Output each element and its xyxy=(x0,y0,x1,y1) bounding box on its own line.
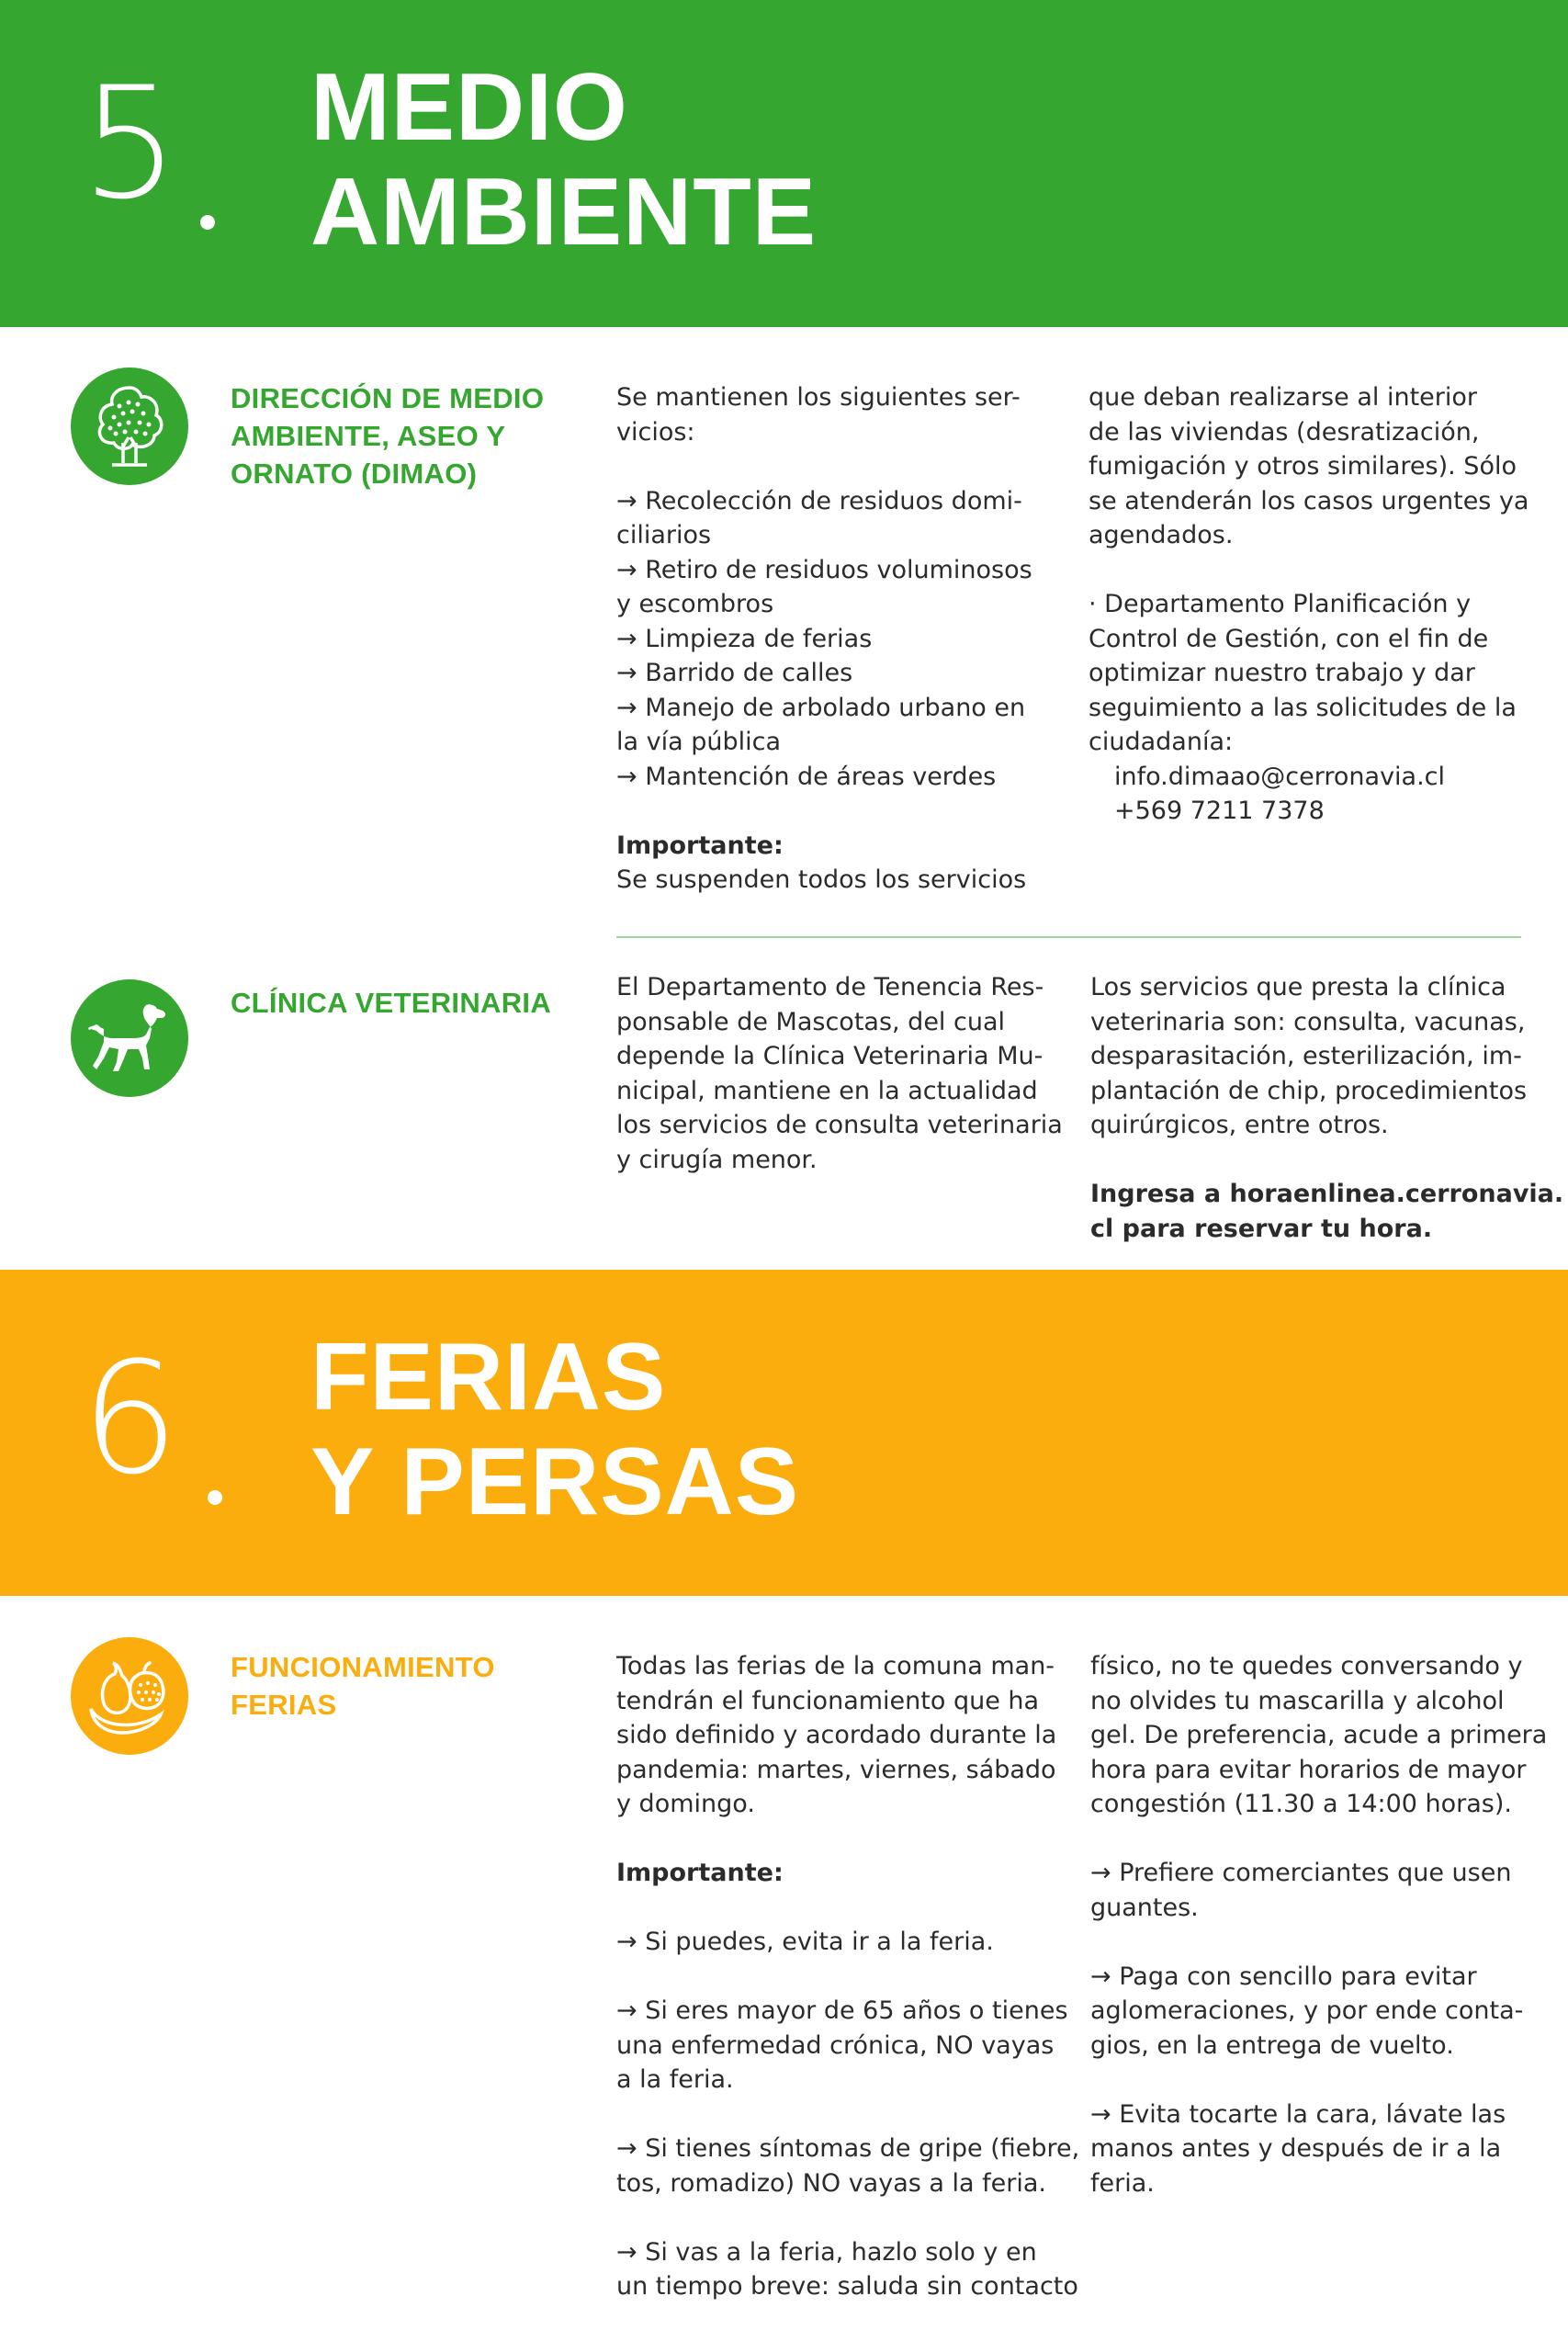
text-line: veterinaria son: consulta, vacunas, xyxy=(1090,1007,1526,1036)
section-6-header xyxy=(0,1270,1568,1596)
text-line: → Paga con sencillo para evitar xyxy=(1090,1962,1477,1991)
important-label: Importante: xyxy=(616,831,784,860)
text-line: Se mantienen los siguientes ser- xyxy=(616,383,1021,412)
text-line: la vía pública xyxy=(616,728,782,756)
text-line: → Evita tocarte la cara, lávate las xyxy=(1090,2099,1506,2129)
text-line: nicipal, mantiene en la actualidad xyxy=(616,1076,1038,1105)
section-5-title xyxy=(310,55,817,265)
text-line: y escombros xyxy=(616,590,774,618)
section-6-title-line2: Y PERSAS xyxy=(310,1429,800,1535)
text-line: depende la Clínica Veterinaria Mu- xyxy=(616,1042,1043,1070)
booking-link-line1[interactable]: Ingresa a horaenlinea.cerronavia. xyxy=(1090,1180,1564,1208)
section-5-header xyxy=(0,0,1568,327)
text-line: de las viviendas (desratización, xyxy=(1089,417,1480,447)
text-line: ciudadanía: xyxy=(1089,728,1234,756)
contact-email[interactable]: info.dimaao@cerronavia.cl xyxy=(1114,762,1446,791)
text-line: hora para evitar horarios de mayor xyxy=(1090,1755,1527,1784)
text-line: tos, romadizo) NO vayas a la feria. xyxy=(616,2168,1046,2198)
text-line: agendados. xyxy=(1089,521,1234,549)
text-line: manos antes y después de ir a la xyxy=(1090,2134,1502,2163)
text-line: pandemia: martes, viernes, sábado xyxy=(616,1755,1056,1784)
text-line: → Si vas a la feria, hazlo solo y en xyxy=(616,2237,1037,2267)
text-line: aglomeraciones, y por ende conta- xyxy=(1090,1996,1524,2025)
text-line: → Si eres mayor de 65 años o tienes xyxy=(616,1996,1068,2025)
text-line: que deban realizarse al interior xyxy=(1089,383,1477,412)
text-line: → Prefiere comerciantes que usen xyxy=(1090,1859,1512,1887)
text-line: Control de Gestión, con el fin de xyxy=(1089,624,1489,653)
important-label: Importante: xyxy=(616,1859,784,1887)
text-line: sido definido y acordado durante la xyxy=(616,1721,1057,1749)
section-6-title xyxy=(310,1325,799,1534)
clinica-text-col2 xyxy=(1090,970,1564,1246)
clinica-text-col1 xyxy=(616,970,1063,1177)
section-6-number-dot xyxy=(208,1490,222,1505)
section-6-number: 6 xyxy=(81,1329,175,1509)
text-line: fumigación y otros similares). Sólo xyxy=(1089,452,1517,481)
text-line: vicios: xyxy=(616,417,695,447)
text-line: y cirugía menor. xyxy=(616,1145,818,1174)
tree-icon xyxy=(71,368,188,485)
text-line: plantación de chip, procedimientos xyxy=(1090,1076,1528,1105)
section-5-title-line1: MEDIO xyxy=(310,54,628,161)
text-line: gios, en la entrega de vuelto. xyxy=(1090,2030,1454,2060)
ferias-title-line: FUNCIONAMIENTO xyxy=(231,1651,495,1683)
ferias-title xyxy=(231,1648,495,1724)
dimao-title xyxy=(231,379,544,492)
dog-icon xyxy=(71,979,188,1097)
text-line: optimizar nuestro trabajo y dar xyxy=(1089,659,1475,687)
dimao-text-col2 xyxy=(1089,380,1529,829)
section-divider xyxy=(616,936,1521,938)
text-line: a la feria. xyxy=(616,2065,734,2094)
text-line: una enfermedad crónica, NO vayas xyxy=(616,2030,1055,2060)
text-line: → Manejo de arbolado urbano en xyxy=(616,693,1026,722)
text-line: guantes. xyxy=(1090,1893,1199,1922)
text-line: quirúrgicos, entre otros. xyxy=(1090,1111,1389,1139)
text-line: → Mantención de áreas verdes xyxy=(616,762,997,791)
text-line: → Barrido de calles xyxy=(616,659,853,687)
text-line: un tiempo breve: saluda sin contacto xyxy=(616,2272,1078,2301)
text-line: → Si tienes síntomas de gripe (fiebre, xyxy=(616,2134,1080,2163)
dimao-text-col1 xyxy=(616,380,1048,898)
dimao-title-line: ORNATO (DIMAO) xyxy=(231,458,478,490)
text-line: → Retiro de residuos voluminosos xyxy=(616,555,1032,584)
text-line: feria. xyxy=(1090,2168,1155,2198)
text-line: físico, no te quedes conversando y xyxy=(1090,1652,1523,1680)
text-line: Se suspenden todos los servicios xyxy=(616,865,1027,894)
dimao-title-line: DIRECCIÓN DE MEDIO xyxy=(231,382,545,414)
ferias-title-line: FERIAS xyxy=(231,1689,337,1721)
section-6-title-line1: FERIAS xyxy=(310,1324,667,1430)
text-line: gel. De preferencia, acude a primera xyxy=(1090,1721,1548,1749)
text-line: El Departamento de Tenencia Res- xyxy=(616,973,1044,1001)
text-line: no olvides tu mascarilla y alcohol xyxy=(1090,1686,1505,1715)
text-line: ponsable de Mascotas, del cual xyxy=(616,1007,1006,1036)
text-line: → Recolección de residuos domi- xyxy=(616,486,1022,515)
section-5-number-dot xyxy=(200,215,215,230)
booking-link-line2[interactable]: cl para reservar tu hora. xyxy=(1090,1214,1433,1243)
text-line: desparasitación, esterilización, im- xyxy=(1090,1042,1522,1070)
fruit-icon xyxy=(71,1637,188,1755)
ferias-text-col1 xyxy=(616,1649,1080,2304)
clinica-title xyxy=(231,984,551,1022)
text-line: se atenderán los casos urgentes ya xyxy=(1089,486,1529,515)
text-line: los servicios de consulta veterinaria xyxy=(616,1111,1063,1139)
text-line: → Limpieza de ferias xyxy=(616,624,873,653)
text-line: y domingo. xyxy=(616,1790,755,1818)
dimao-title-line: AMBIENTE, ASEO Y xyxy=(231,420,506,452)
ferias-text-col2 xyxy=(1090,1649,1548,2200)
clinica-title-line: CLÍNICA VETERINARIA xyxy=(231,987,552,1019)
text-line: seguimiento a las solicitudes de la xyxy=(1089,693,1517,722)
text-line: → Si puedes, evita ir a la feria. xyxy=(616,1928,994,1956)
text-line: tendrán el funcionamiento que ha xyxy=(616,1686,1040,1715)
contact-phone[interactable]: +569 7211 7378 xyxy=(1114,797,1325,825)
text-line: Todas las ferias de la comuna man- xyxy=(616,1652,1055,1680)
text-line: · Departamento Planificación y xyxy=(1089,590,1472,618)
section-5-title-line2: AMBIENTE xyxy=(310,159,818,266)
text-line: congestión (11.30 a 14:00 horas). xyxy=(1090,1790,1512,1818)
section-5-number: 5 xyxy=(81,53,175,233)
text-line: ciliarios xyxy=(616,521,712,549)
text-line: Los servicios que presta la clínica xyxy=(1090,973,1506,1001)
